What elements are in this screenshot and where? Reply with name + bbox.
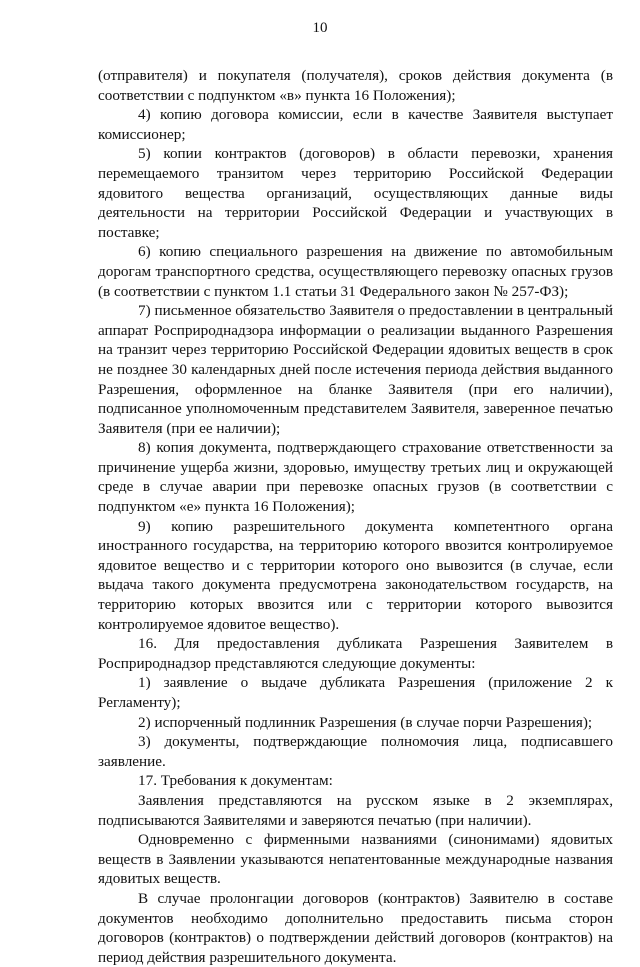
list-item-8-insurance: 8) копия документа, подтверждающего страхование ответственности за причинение ущерба жизни, здоровью, имуществу третьих лиц и окружающей среде в случае аварии при перевозке опасных грузов (в соответствии с подпунктом «е» пункта 16 Положения); bbox=[98, 439, 613, 516]
requirement-names: Одновременно с фирменными названиями (синонимами) ядовитых веществ в Заявлении указываются непатентованные международные названия ядовитых веществ. bbox=[98, 831, 613, 888]
section-16-duplicate: 16. Для предоставления дубликата Разрешения Заявителем в Росприроднадзор представляются следующие документы: bbox=[98, 635, 613, 672]
list-item-9-foreign-permit: 9) копию разрешительного документа компетентного органа иностранного государства, на территорию которого ввозится контролируемое ядовитое вещество и с территории которого оно вывозится (в случае, если выдача такого документа предусмотрена законодательством государств, на территорию которых ввозится или с территории которого вывозится контролируемое ядовитое вещество). bbox=[98, 517, 613, 633]
duplicate-item-3: 3) документы, подтверждающие полномочия лица, подписавшего заявление. bbox=[98, 733, 613, 770]
list-item-4-commission-contract: 4) копию договора комиссии, если в качестве Заявителя выступает комиссионер; bbox=[98, 106, 613, 143]
requirement-prolongation: В случае пролонгации договоров (контрактов) Заявителю в составе документов необходимо дополнительно предоставить письма сторон договоров (контрактов) о подтверждении действий договоров (контрактов) на период действия разрешительного документа. bbox=[98, 889, 613, 966]
paragraph-continuation: (отправителя) и покупателя (получателя), сроков действия документа (в соответствии с подпунктом «в» пункта 16 Положения); bbox=[98, 67, 613, 104]
section-17-heading: 17. Требования к документам: bbox=[138, 772, 333, 790]
page-number: 10 bbox=[312, 20, 328, 36]
duplicate-item-1: 1) заявление о выдаче дубликата Разрешения (приложение 2 к Регламенту); bbox=[98, 674, 613, 711]
list-item-7-written-obligation: 7) письменное обязательство Заявителя о предоставлении в центральный аппарат Росприроднадзора информации о реализации выданного Разрешения на транзит через территорию Российской Федерации ядовитых веществ в срок не позднее 30 календарных дней после истечения периода действия выданного Разрешения, оформленное на бланке Заявителя (при его наличии), подписанное уполномоченным представителем Заявителя, заверенное печатью Заявителя (при ее наличии); bbox=[98, 302, 614, 437]
requirement-language: Заявления представляются на русском языке в 2 экземплярах, подписываются Заявителями и заверяются печатью (при наличии). bbox=[98, 791, 613, 829]
list-item-6-special-permit: 6) копию специального разрешения на движение по автомобильным дорогам транспортного средства, осуществляющего перевозку опасных грузов (в соответствии с пунктом 1.1 статьи 31 Федерального закон № 257-ФЗ); bbox=[98, 243, 613, 300]
list-item-5-transport-contracts: 5) копии контрактов (договоров) в области перевозки, хранения перемещаемого транзитом через территорию Российской Федерации ядовитого вещества организаций, осуществляющих данные виды деятельности на территории Российской Федерации и участвующих в поставке; bbox=[98, 145, 613, 241]
duplicate-item-2: 2) испорченный подлинник Разрешения (в случае порчи Разрешения); bbox=[138, 713, 593, 731]
document-body bbox=[98, 66, 613, 967]
